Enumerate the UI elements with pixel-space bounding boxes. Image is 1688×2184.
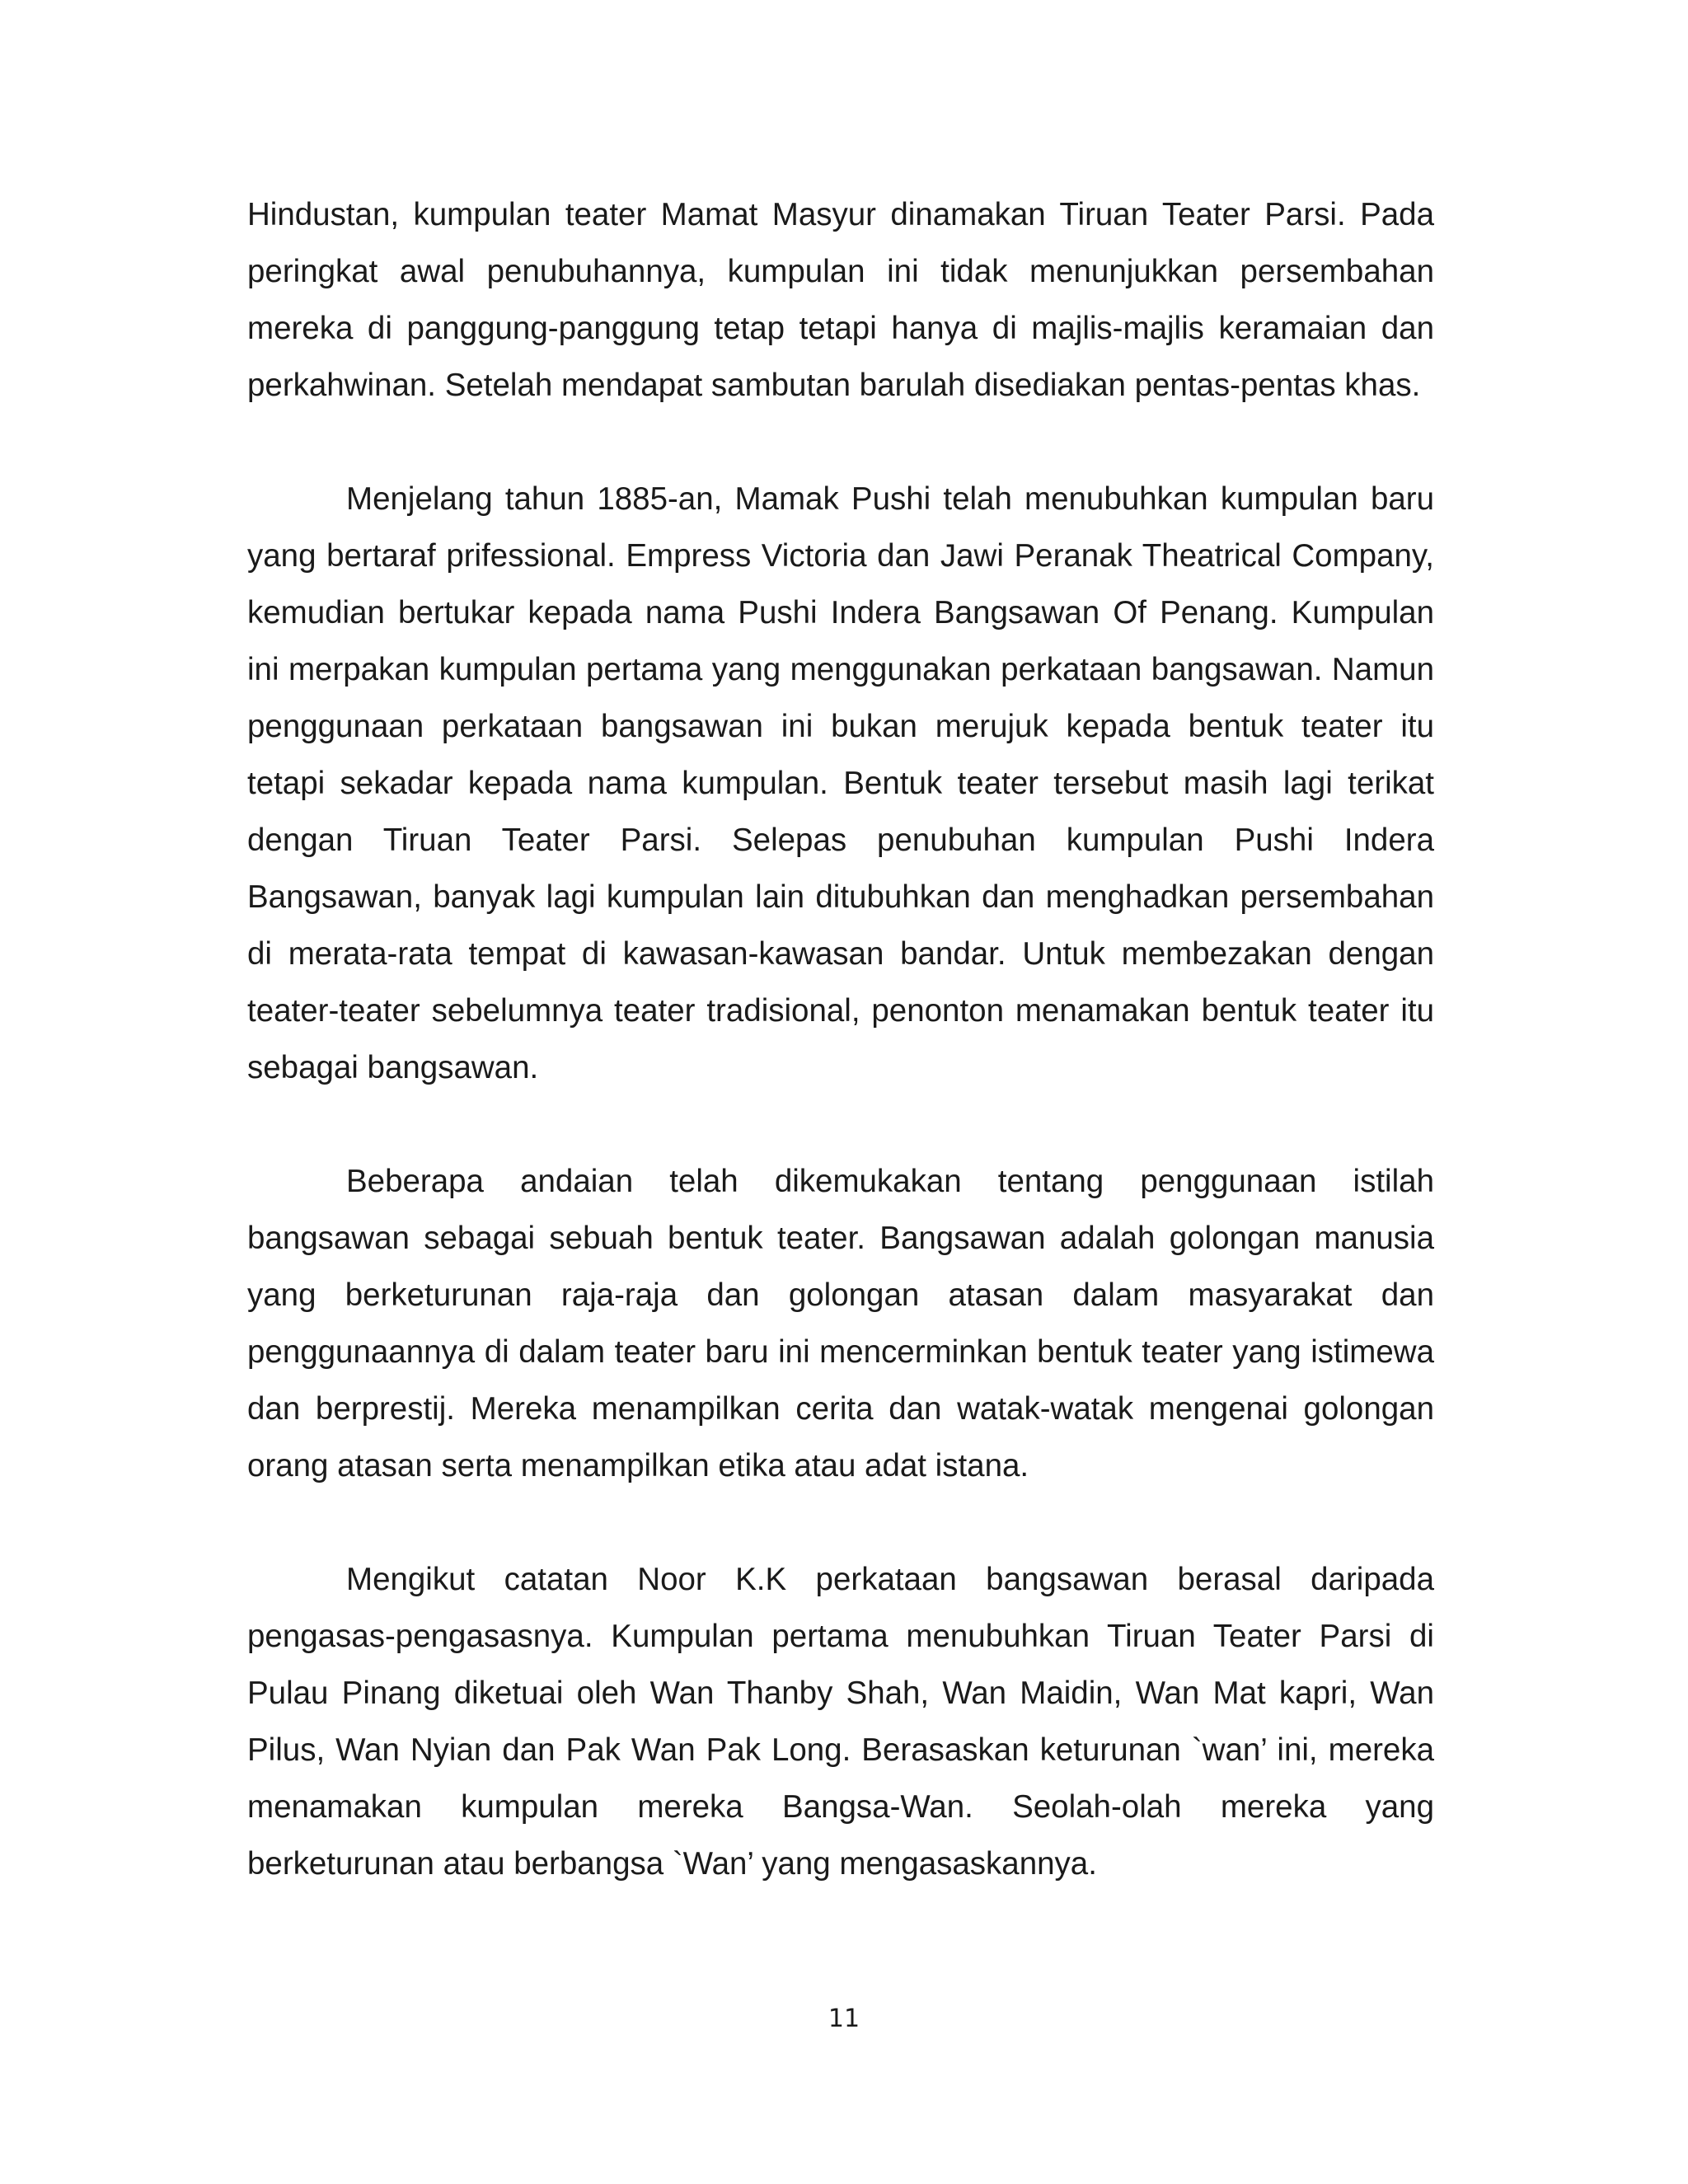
- paragraph-3: Beberapa andaian telah dikemukakan tentang penggunaan istilah bangsawan sebagai sebuah bentuk teater. Bangsawan adalah golongan manusia yang berketurunan raja-raja dan golongan atasan dalam masyarakat dan penggunaannya di dalam teater baru ini mencerminkan bentuk teater yang istimewa dan berprestij. Mereka menampilkan cerita dan watak-watak mengenai golongan orang atasan serta menampilkan etika atau adat istana.: [247, 1164, 1434, 1483]
- paragraph-2: Menjelang tahun 1885-an, Mamak Pushi telah menubuhkan kumpulan baru yang bertaraf prifessional. Empress Victoria dan Jawi Peranak Theatrical Company, kemudian bertukar kepada nama Pushi Indera Bangsawan Of Penang. Kumpulan ini merpakan kumpulan pertama yang menggunakan perkataan bangsawan. Namun penggunaan perkataan bangsawan ini bukan merujuk kepada bentuk teater itu tetapi sekadar kepada nama kumpulan. Bentuk teater tersebut masih lagi terikat dengan Tiruan Teater Parsi. Selepas penubuhan kumpulan Pushi Indera Bangsawan, banyak lagi kumpulan lain ditubuhkan dan menghadkan persembahan di merata-rata tempat di kawasan-kawasan bandar. Untuk membezakan dengan teater-teater sebelumnya teater tradisional, penonton menamakan bentuk teater itu sebagai bangsawan.: [247, 481, 1434, 1085]
- paragraph-4: Mengikut catatan Noor K.K perkataan bangsawan berasal daripada pengasas-pengasasnya. Kumpulan pertama menubuhkan Tiruan Teater Parsi di Pulau Pinang diketuai oleh Wan Thanby Shah, Wan Maidin, Wan Mat kapri, Wan Pilus, Wan Nyian dan Pak Wan Pak Long. Berasaskan keturunan `wan’ ini, mereka menamakan kumpulan mereka Bangsa-Wan. Seolah-olah mereka yang berketurunan atau berbangsa `Wan’ yang mengasaskannya.: [247, 1562, 1434, 1882]
- document-body: [247, 186, 1434, 1949]
- page-number: 11: [828, 2004, 860, 2033]
- paragraph-1: Hindustan, kumpulan teater Mamat Masyur dinamakan Tiruan Teater Parsi. Pada peringkat awal penubuhannya, kumpulan ini tidak menunjukkan persembahan mereka di panggung-panggung tetap tetapi hanya di majlis-majlis keramaian dan perkahwinan. Setelah mendapat sambutan barulah disediakan pentas-pentas khas.: [247, 197, 1434, 403]
